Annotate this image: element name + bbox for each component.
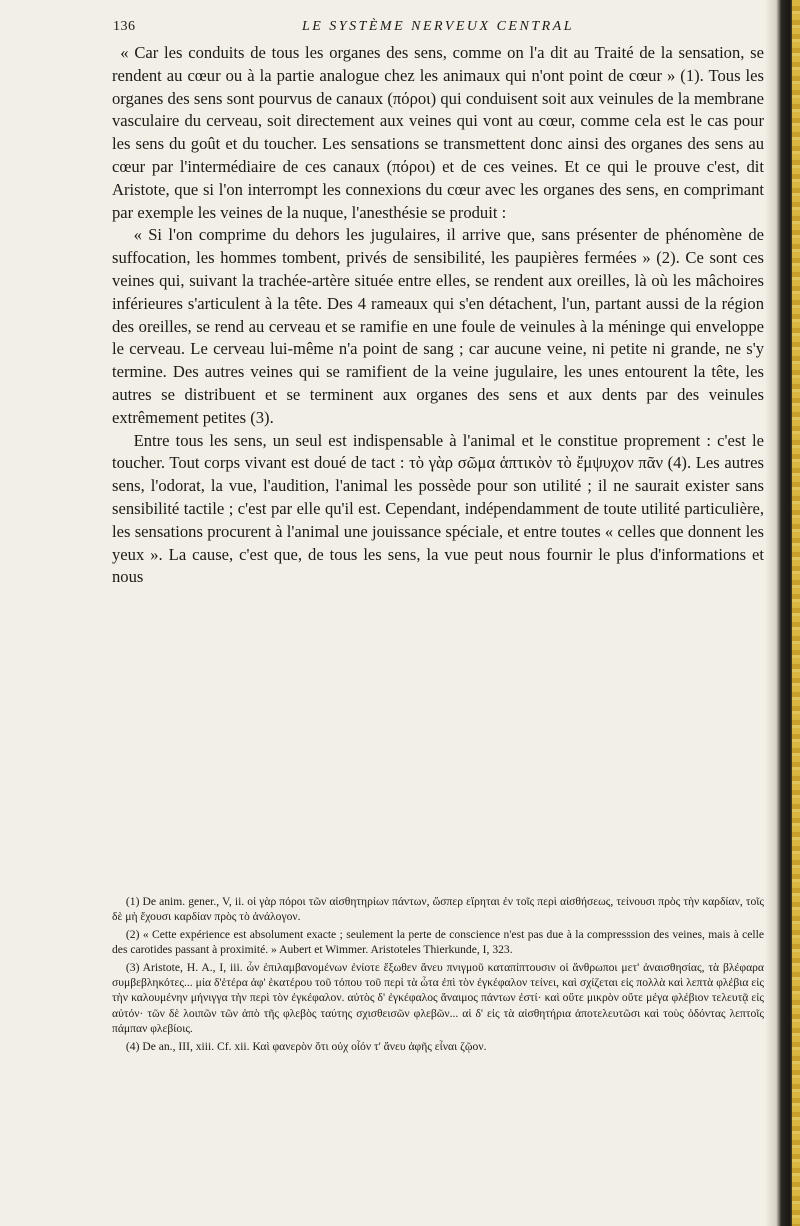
footnote-1: (1) De anim. gener., V, ii. οἱ γὰρ πόροι τῶν αἰσθητηρίων πάντων, ὥσπερ εἴρηται ἐν τοῖς περὶ αἰσθήσεως, τείνουσι πρὸς τὴν καρδίαν, τοῖς δὲ μὴ ἔχουσι καρδίαν πρὸς τὸ ἀνάλογον. — [112, 895, 764, 924]
footnote-2: (2) « Cette expérience est absolument exacte ; seulement la perte de conscience n'est pas due à la compresssion des veines, mais à celle des carotides passant à proximité. » Aubert et Wimmer. Aristoteles Thierkunde, I, 323. — [112, 927, 764, 957]
paragraph-1: « Car les conduits de tous les organes des sens, comme on l'a dit au Traité de la sensation, se rendent au cœur ou à la partie analogue chez les animaux qui n'ont point de cœur » (1). Tous les organes des sens sont pourvus de canaux (πόροι) qui conduisent soit aux veinules de la membrane vasculaire du cerveau, soit directement aux veines qui vont au cœur, comme cela est le cas pour les sens du goût et du toucher. Les sensations se transmettent donc ainsi des organes des sens au cœur par l'intermédiaire de ces canaux (πόροι) et de ces veines. Et ce qui le prouve c'est, dit Aristote, que si l'on interrompt les connexions du cœur avec les organes des sens, en comprimant par exemple les veines de la nuque, l'anesthésie se produit : — [112, 43, 764, 222]
running-title: LE SYSTÈME NERVEUX CENTRAL — [301, 19, 575, 34]
footnotes — [112, 894, 764, 1056]
page-number: 136 — [113, 19, 136, 34]
gilt-edge — [792, 0, 800, 1226]
main-text — [112, 42, 764, 589]
footnote-4: (4) De an., III, xiii. Cf. xii. Καὶ φανερὸν ὅτι οὐχ οἷόν τ' ἄνευ ἁφῆς εἶναι ζῷον. — [125, 1039, 487, 1053]
paragraph-3: Entre tous les sens, un seul est indispensable à l'animal et le constitue proprement : c'est le toucher. Tout corps vivant est doué de tact : τὸ γὰρ σῶμα ἁπτικὸν τὸ ἔμψυχον πᾶν (4). Les autres sens, l'odorat, la vue, l'audition, l'animal les possède pour son utilité ; il ne saurait exister sans sensibilité tactile ; c'est par elle qu'il est. Cependant, indépendamment de toute utilité particulière, les sensations procurent à l'animal une jouissance spéciale, et entre toutes « celles que donnent les yeux ». La cause, c'est que, de tous les sens, la vue peut nous fournir le plus d'informations et nous — [112, 430, 764, 587]
footnote-3: (3) Aristote, H. A., I, iii. ὧν ἐπιλαμβανομένων ἐνίοτε ἔξωθεν ἄνευ πνιγμοῦ καταπίπτουσιν οἱ ἄνθρωποι μετ' ἀναισθησίας, τὰ βλέφαρα συμβεβληκότες... μία δ'ἑτέρα ἀφ' ἑκατέρου τοῦ τόπου τοῦ περὶ τὰ ὦτα ἐπὶ τὸν ἐγκέφαλον τείνει, καὶ σχίζεται εἰς πολλὰ καὶ λεπτὰ φλέβια εἰς τὴν καλουμένην μήνιγγα τὴν περὶ τὸν ἐγκέφαλον. αὐτὸς δ' ἐγκέφαλος ἄναιμος πάντων ἐστί· καὶ οὔτε μικρὸν οὔτε μέγα φλέβιον τελευτᾷ εἰς αὐτόν· τῶν δὲ λοιπῶν τῶν ἀπὸ τῆς φλεβὸς ταύτης σχισθεισῶν φλεβῶν... αἱ δ' εἰς τὰ αἰσθητήρια ἀποτελευτῶσι καὶ τοὺς ὀδόντας λεπτοῖς πάμπαν φλεβίοις. — [112, 960, 764, 1036]
page-header — [113, 19, 763, 41]
paragraph-2: « Si l'on comprime du dehors les jugulaires, il arrive que, sans présenter de phénomène de suffocation, les hommes tombent, privés de sensibilité, les paupières fermées » (2). Ce sont ces veines qui, suivant la trachée-artère située entre elles, se rendent aux oreilles, là où les mâchoires inférieures s'articulent à la tête. Des 4 rameaux qui s'en détachent, l'un, partant aussi de la région des oreilles, se rend au cerveau et se ramifie en une foule de veinules à la méninge qui enveloppe le cerveau. Le cerveau lui-même n'a point de sang ; car aucune veine, ni petite ni grande, ne s'y termine. Des autres veines qui se ramifient de la veine jugulaire, les unes entourent la tête, les autres se distribuent et se terminent aux organes des sens et aux dents par des veinules extrêmement petites (3). — [112, 225, 764, 427]
